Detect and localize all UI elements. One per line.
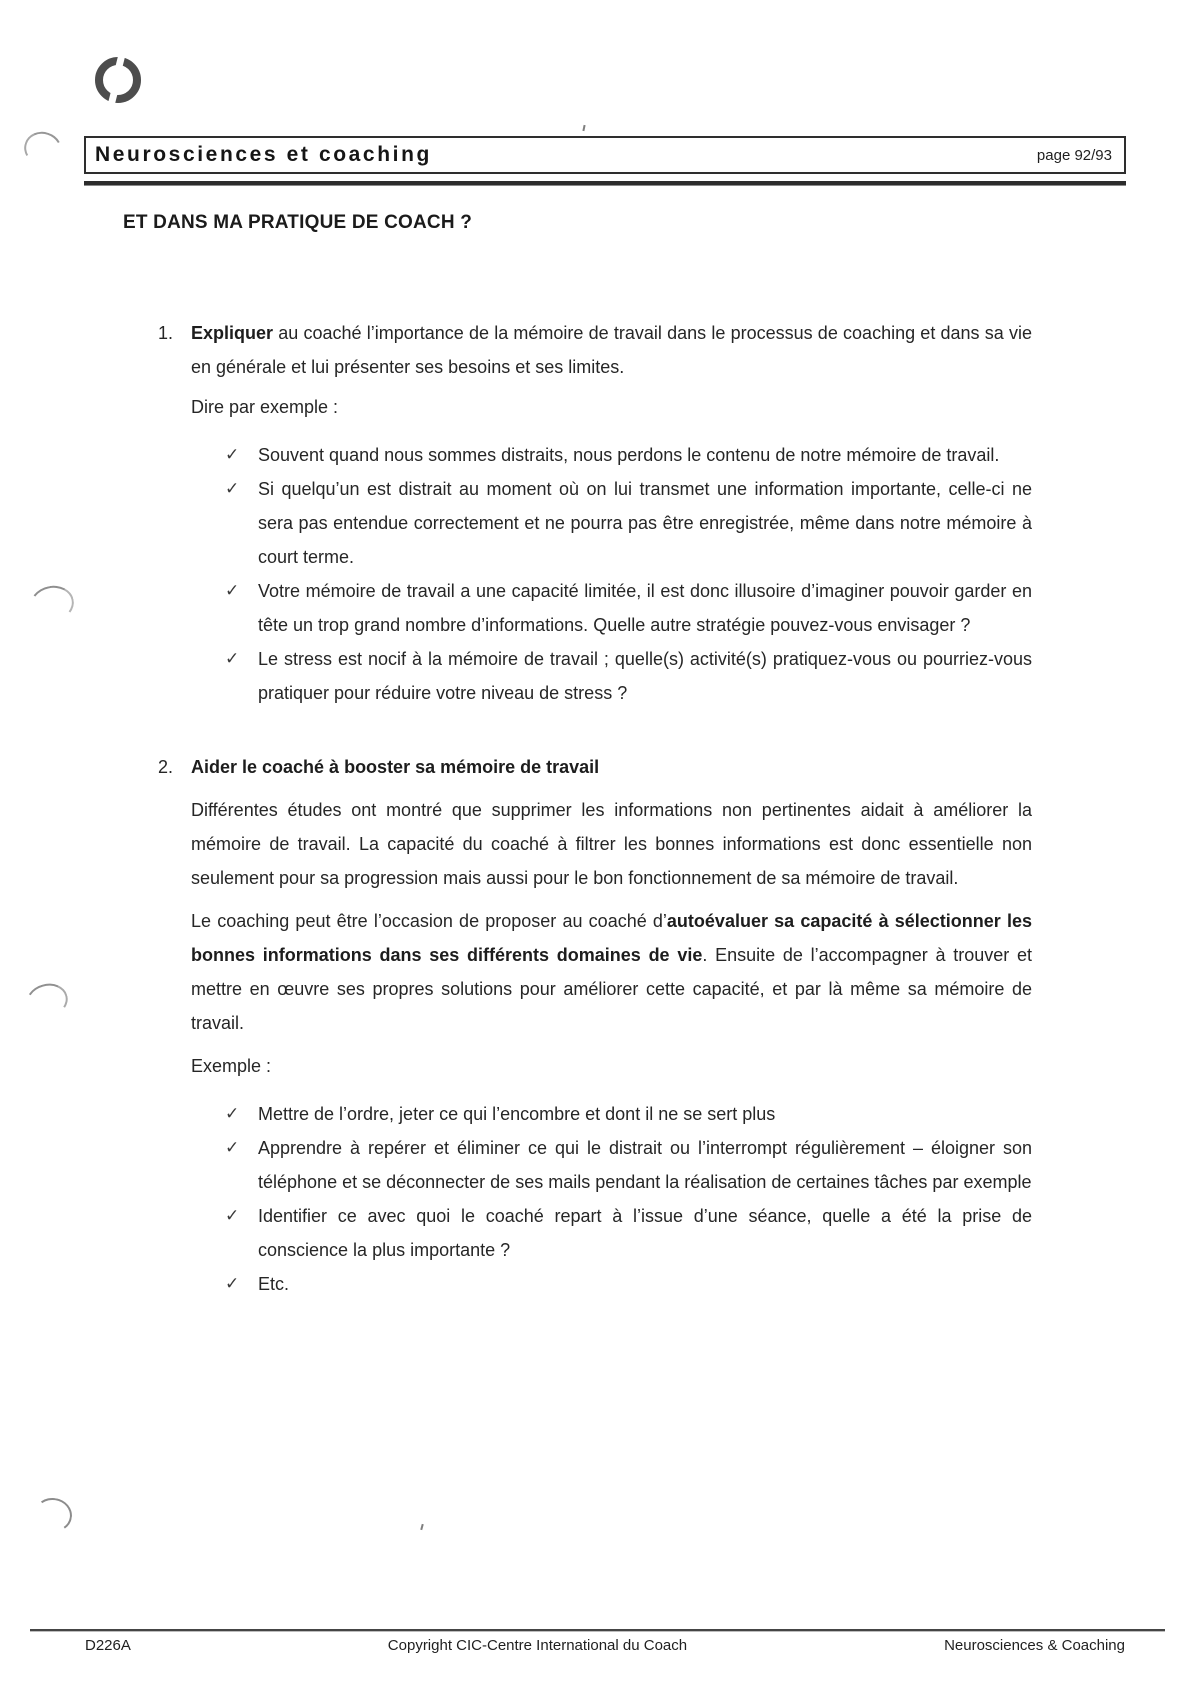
footer-course-title: Neurosciences & Coaching	[944, 1637, 1125, 1654]
para-2-post: . Ensuite de l’accompagner à trouver et mettre en œuvre ses propres solutions pour améliorer cette capacité, et par là même sa mémoire de travail.	[191, 945, 1032, 1033]
page-footer	[85, 1637, 1125, 1654]
checkmark-icon: ✓	[225, 479, 240, 498]
binding-mark-icon	[20, 127, 67, 171]
page-number: page 92/93	[1036, 146, 1112, 164]
document-title: Neurosciences et coaching	[95, 143, 432, 166]
checkmark-icon: ✓	[225, 1138, 240, 1157]
item-2-paragraph-2	[191, 904, 1032, 1040]
bullet-text: Souvent quand nous sommes distraits, nous perdons le contenu de notre mémoire de travail.	[258, 445, 1000, 465]
item-2-lead	[158, 750, 1032, 784]
item-1-text	[191, 316, 1032, 384]
checkmark-icon: ✓	[225, 649, 240, 668]
binding-mark-icon	[27, 582, 78, 626]
item-1-bold: Expliquer	[191, 323, 274, 343]
bullet-text: Apprendre à repérer et éliminer ce qui le distrait ou l’interrompt régulièrement – éloigner son téléphone et se déconnecter de ses mails pendant la réalisation de certaines tâches par exemple	[258, 1138, 1032, 1192]
checkmark-icon: ✓	[225, 581, 240, 600]
item-1-bullet-list	[225, 438, 1032, 710]
item-1-sub-label: Dire par exemple :	[191, 397, 339, 417]
item-1-lead	[158, 316, 1032, 384]
item-2-paragraph-1: Différentes études ont montré que supprimer les informations non pertinentes aidait à améliorer la mémoire de travail. La capacité du coaché à filtrer les bonnes informations est donc essentielle non seulement pour sa progression mais aussi pour le bon fonctionnement de sa mémoire de travail.	[191, 800, 1032, 888]
checkmark-icon: ✓	[225, 1104, 240, 1123]
logo-gap	[108, 92, 118, 106]
numbered-item-2	[158, 750, 1032, 1301]
numbered-item-1	[158, 316, 1032, 710]
bullet-text: Identifier ce avec quoi le coaché repart à l’issue d’une séance, quelle a été la prise de conscience la plus importante ?	[258, 1206, 1032, 1260]
copyright-text: Copyright CIC-Centre International du Coach	[387, 1637, 688, 1654]
binding-mark-icon	[32, 1496, 74, 1535]
item-2-bold: Aider le coaché à booster sa mémoire de travail	[191, 757, 600, 777]
list-item	[225, 438, 1032, 472]
cic-logo-icon	[95, 57, 141, 103]
list-item	[225, 574, 1032, 642]
list-item	[225, 642, 1032, 710]
section-heading: ET DANS MA PRATIQUE DE COACH ?	[123, 212, 473, 233]
checkmark-icon: ✓	[225, 1274, 240, 1293]
para-2-bold: autoévaluer sa capacité à sélectionner les bonnes informations dans ses différents domaines de vie	[191, 911, 1032, 965]
bullet-text: Si quelqu’un est distrait au moment où on lui transmet une information importante, celle-ci ne sera pas entendue correctement et ne pourra pas être enregistrée, même dans notre mémoire à court terme.	[258, 479, 1032, 567]
item-1-rest: au coaché l’importance de la mémoire de travail dans le processus de coaching et dans sa vie en générale et lui présenter ses besoins et ses limites.	[191, 323, 1032, 377]
list-item	[225, 472, 1032, 574]
bullet-text: Le stress est nocif à la mémoire de travail ; quelle(s) activité(s) pratiquez-vous ou pourriez-vous pratiquer pour réduire votre niveau de stress ?	[258, 649, 1032, 703]
bullet-text: Etc.	[258, 1274, 290, 1294]
item-2-sub-label: Exemple :	[191, 1056, 272, 1076]
footer-divider	[30, 1629, 1165, 1631]
logo-gap	[116, 53, 126, 67]
item-1-number: 1.	[158, 323, 174, 343]
scan-speck	[582, 125, 585, 131]
item-2-number: 2.	[158, 757, 174, 777]
checkmark-icon: ✓	[225, 445, 240, 464]
scan-speck	[420, 1524, 423, 1530]
para-2-pre: Le coaching peut être l’occasion de proposer au coaché d’	[191, 911, 667, 931]
doc-code: D226A	[85, 1637, 131, 1654]
item-2-bullet-list	[225, 1097, 1032, 1301]
page-header	[84, 136, 1126, 174]
list-item	[225, 1267, 1032, 1301]
header-divider	[84, 181, 1126, 185]
list-item	[225, 1097, 1032, 1131]
item-2-heading	[191, 750, 1032, 784]
bullet-text: Votre mémoire de travail a une capacité limitée, il est donc illusoire d’imaginer pouvoir garder en tête un trop grand nombre d’informations. Quelle autre stratégie pouvez-vous envisager ?	[258, 581, 1032, 635]
checkmark-icon: ✓	[225, 1206, 240, 1225]
bullet-text: Mettre de l’ordre, jeter ce qui l’encombre et dont il ne se sert plus	[258, 1104, 776, 1124]
list-item	[225, 1131, 1032, 1199]
list-item	[225, 1199, 1032, 1267]
binding-mark-icon	[22, 979, 72, 1023]
